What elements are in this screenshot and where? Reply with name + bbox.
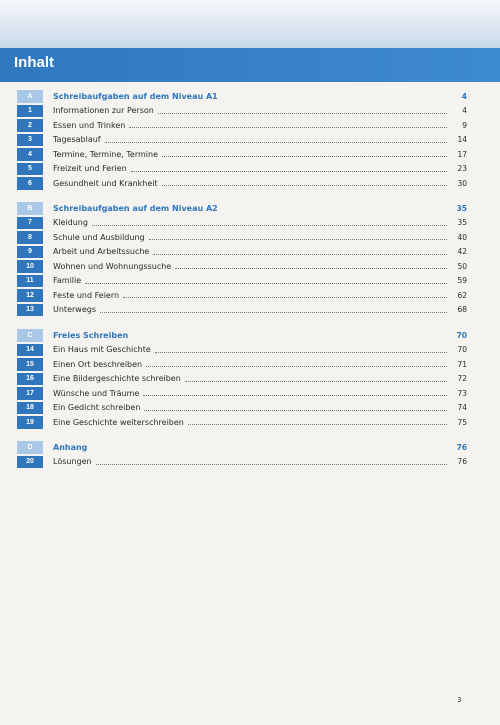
page-top-gradient: [0, 0, 500, 48]
toc-section-a: [17, 89, 467, 191]
dot-leader: [131, 164, 447, 172]
toc-entry[interactable]: [17, 259, 467, 274]
chapter-title: Informationen zur Person: [53, 106, 154, 116]
chapter-page: 30: [457, 178, 467, 188]
chapter-page: 73: [457, 388, 467, 398]
toc-entry[interactable]: [17, 176, 467, 191]
dot-leader: [100, 305, 447, 313]
toc-section-d: [17, 440, 467, 469]
chapter-number-badge: 1: [17, 105, 43, 118]
chapter-page: 59: [457, 276, 467, 286]
toc-entry[interactable]: [17, 386, 467, 401]
toc-entry[interactable]: [17, 372, 467, 387]
chapter-title: Ein Gedicht schreiben: [53, 403, 141, 413]
section-title: Freies Schreiben: [53, 330, 129, 340]
dot-leader: [146, 359, 447, 367]
chapter-page: 74: [457, 403, 467, 413]
toc-entry[interactable]: [17, 343, 467, 358]
section-letter-badge: C: [17, 329, 43, 342]
chapter-number-badge: 8: [17, 231, 43, 244]
chapter-title: Freizeit und Ferien: [53, 164, 127, 174]
page-number: 3: [457, 696, 462, 704]
toc-entry[interactable]: [17, 230, 467, 245]
chapter-page: 17: [457, 149, 467, 159]
section-letter-badge: A: [17, 90, 43, 103]
chapter-title: Gesundheit und Krankheit: [53, 178, 158, 188]
chapter-page: 4: [462, 106, 467, 116]
chapter-number-badge: 10: [17, 260, 43, 273]
chapter-number-badge: 6: [17, 177, 43, 190]
dot-leader: [155, 345, 447, 353]
page-title: Inhalt: [14, 54, 54, 71]
section-header-row[interactable]: [17, 201, 467, 216]
section-header-row[interactable]: [17, 89, 467, 104]
section-page: 70: [456, 330, 467, 340]
toc-entry[interactable]: [17, 162, 467, 177]
chapter-title: Unterwegs: [53, 305, 96, 315]
toc-entry[interactable]: [17, 216, 467, 231]
toc-section-c: [17, 328, 467, 430]
chapter-title: Lösungen: [53, 457, 92, 467]
toc-entry[interactable]: [17, 133, 467, 148]
chapter-title: Termine, Termine, Termine: [53, 149, 158, 159]
chapter-title: Ein Haus mit Geschichte: [53, 345, 151, 355]
chapter-page: 76: [457, 457, 467, 467]
dot-leader: [85, 276, 447, 284]
chapter-number-badge: 19: [17, 416, 43, 429]
section-letter-badge: D: [17, 441, 43, 454]
chapter-title: Feste und Feiern: [53, 290, 120, 300]
chapter-page: 72: [457, 374, 467, 384]
toc-section-b: [17, 201, 467, 317]
dot-leader: [144, 403, 447, 411]
chapter-number-badge: 16: [17, 373, 43, 386]
toc-entry[interactable]: [17, 415, 467, 430]
section-page: 76: [456, 442, 467, 452]
chapter-page: 71: [457, 359, 467, 369]
dot-leader: [162, 149, 447, 157]
dot-leader: [92, 218, 447, 226]
dot-leader: [129, 120, 447, 128]
chapter-number-badge: 12: [17, 289, 43, 302]
toc-entry[interactable]: [17, 104, 467, 119]
chapter-page: 50: [457, 261, 467, 271]
dot-leader: [123, 290, 447, 298]
chapter-title: Wohnen und Wohnungssuche: [53, 261, 172, 271]
toc-entry[interactable]: [17, 401, 467, 416]
chapter-number-badge: 11: [17, 275, 43, 288]
chapter-number-badge: 15: [17, 358, 43, 371]
dot-leader: [158, 106, 447, 114]
chapter-page: 70: [457, 345, 467, 355]
section-header-row[interactable]: [17, 328, 467, 343]
section-title: Schreibaufgaben auf dem Niveau A2: [53, 203, 218, 213]
chapter-page: 35: [457, 218, 467, 228]
chapter-number-badge: 2: [17, 119, 43, 132]
section-header-row[interactable]: [17, 440, 467, 455]
toc-entry[interactable]: [17, 455, 467, 470]
chapter-title: Tagesablauf: [53, 135, 101, 145]
section-title: Anhang: [53, 442, 88, 452]
toc-entry[interactable]: [17, 274, 467, 289]
toc-entry[interactable]: [17, 303, 467, 318]
dot-leader: [143, 388, 447, 396]
chapter-number-badge: 4: [17, 148, 43, 161]
chapter-title: Essen und Trinken: [53, 120, 126, 130]
chapter-title: Arbeit und Arbeitssuche: [53, 247, 150, 257]
chapter-title: Familie: [53, 276, 82, 286]
dot-leader: [185, 374, 447, 382]
chapter-page: 62: [457, 290, 467, 300]
toc-entry[interactable]: [17, 118, 467, 133]
dot-leader: [149, 232, 447, 240]
toc-entry[interactable]: [17, 245, 467, 260]
chapter-title: Einen Ort beschreiben: [53, 359, 143, 369]
dot-leader: [153, 247, 447, 255]
chapter-number-badge: 18: [17, 402, 43, 415]
section-letter-badge: B: [17, 202, 43, 215]
chapter-number-badge: 13: [17, 304, 43, 317]
section-title: Schreibaufgaben auf dem Niveau A1: [53, 91, 218, 101]
chapter-page: 75: [457, 417, 467, 427]
chapter-page: 9: [462, 120, 467, 130]
chapter-page: 42: [457, 247, 467, 257]
chapter-number-badge: 9: [17, 246, 43, 259]
chapter-title: Eine Bildergeschichte schreiben: [53, 374, 181, 384]
chapter-title: Wünsche und Träume: [53, 388, 140, 398]
chapter-number-badge: 3: [17, 134, 43, 147]
chapter-number-badge: 7: [17, 217, 43, 230]
dot-leader: [175, 261, 447, 269]
section-page: 35: [456, 203, 467, 213]
chapter-title: Kleidung: [53, 218, 88, 228]
dot-leader: [96, 457, 447, 465]
section-page: 4: [461, 91, 467, 101]
dot-leader: [188, 417, 447, 425]
chapter-number-badge: 17: [17, 387, 43, 400]
chapter-title: Schule und Ausbildung: [53, 232, 145, 242]
chapter-number-badge: 14: [17, 344, 43, 357]
toc-entry[interactable]: [17, 357, 467, 372]
chapter-number-badge: 20: [17, 456, 43, 469]
toc-entry[interactable]: [17, 147, 467, 162]
dot-leader: [162, 178, 447, 186]
chapter-page: 14: [457, 135, 467, 145]
chapter-page: 40: [457, 232, 467, 242]
header-bar: [0, 48, 500, 82]
chapter-number-badge: 5: [17, 163, 43, 176]
chapter-title: Eine Geschichte weiterschreiben: [53, 417, 184, 427]
toc-entry[interactable]: [17, 288, 467, 303]
chapter-page: 68: [457, 305, 467, 315]
dot-leader: [105, 135, 447, 143]
chapter-page: 23: [457, 164, 467, 174]
